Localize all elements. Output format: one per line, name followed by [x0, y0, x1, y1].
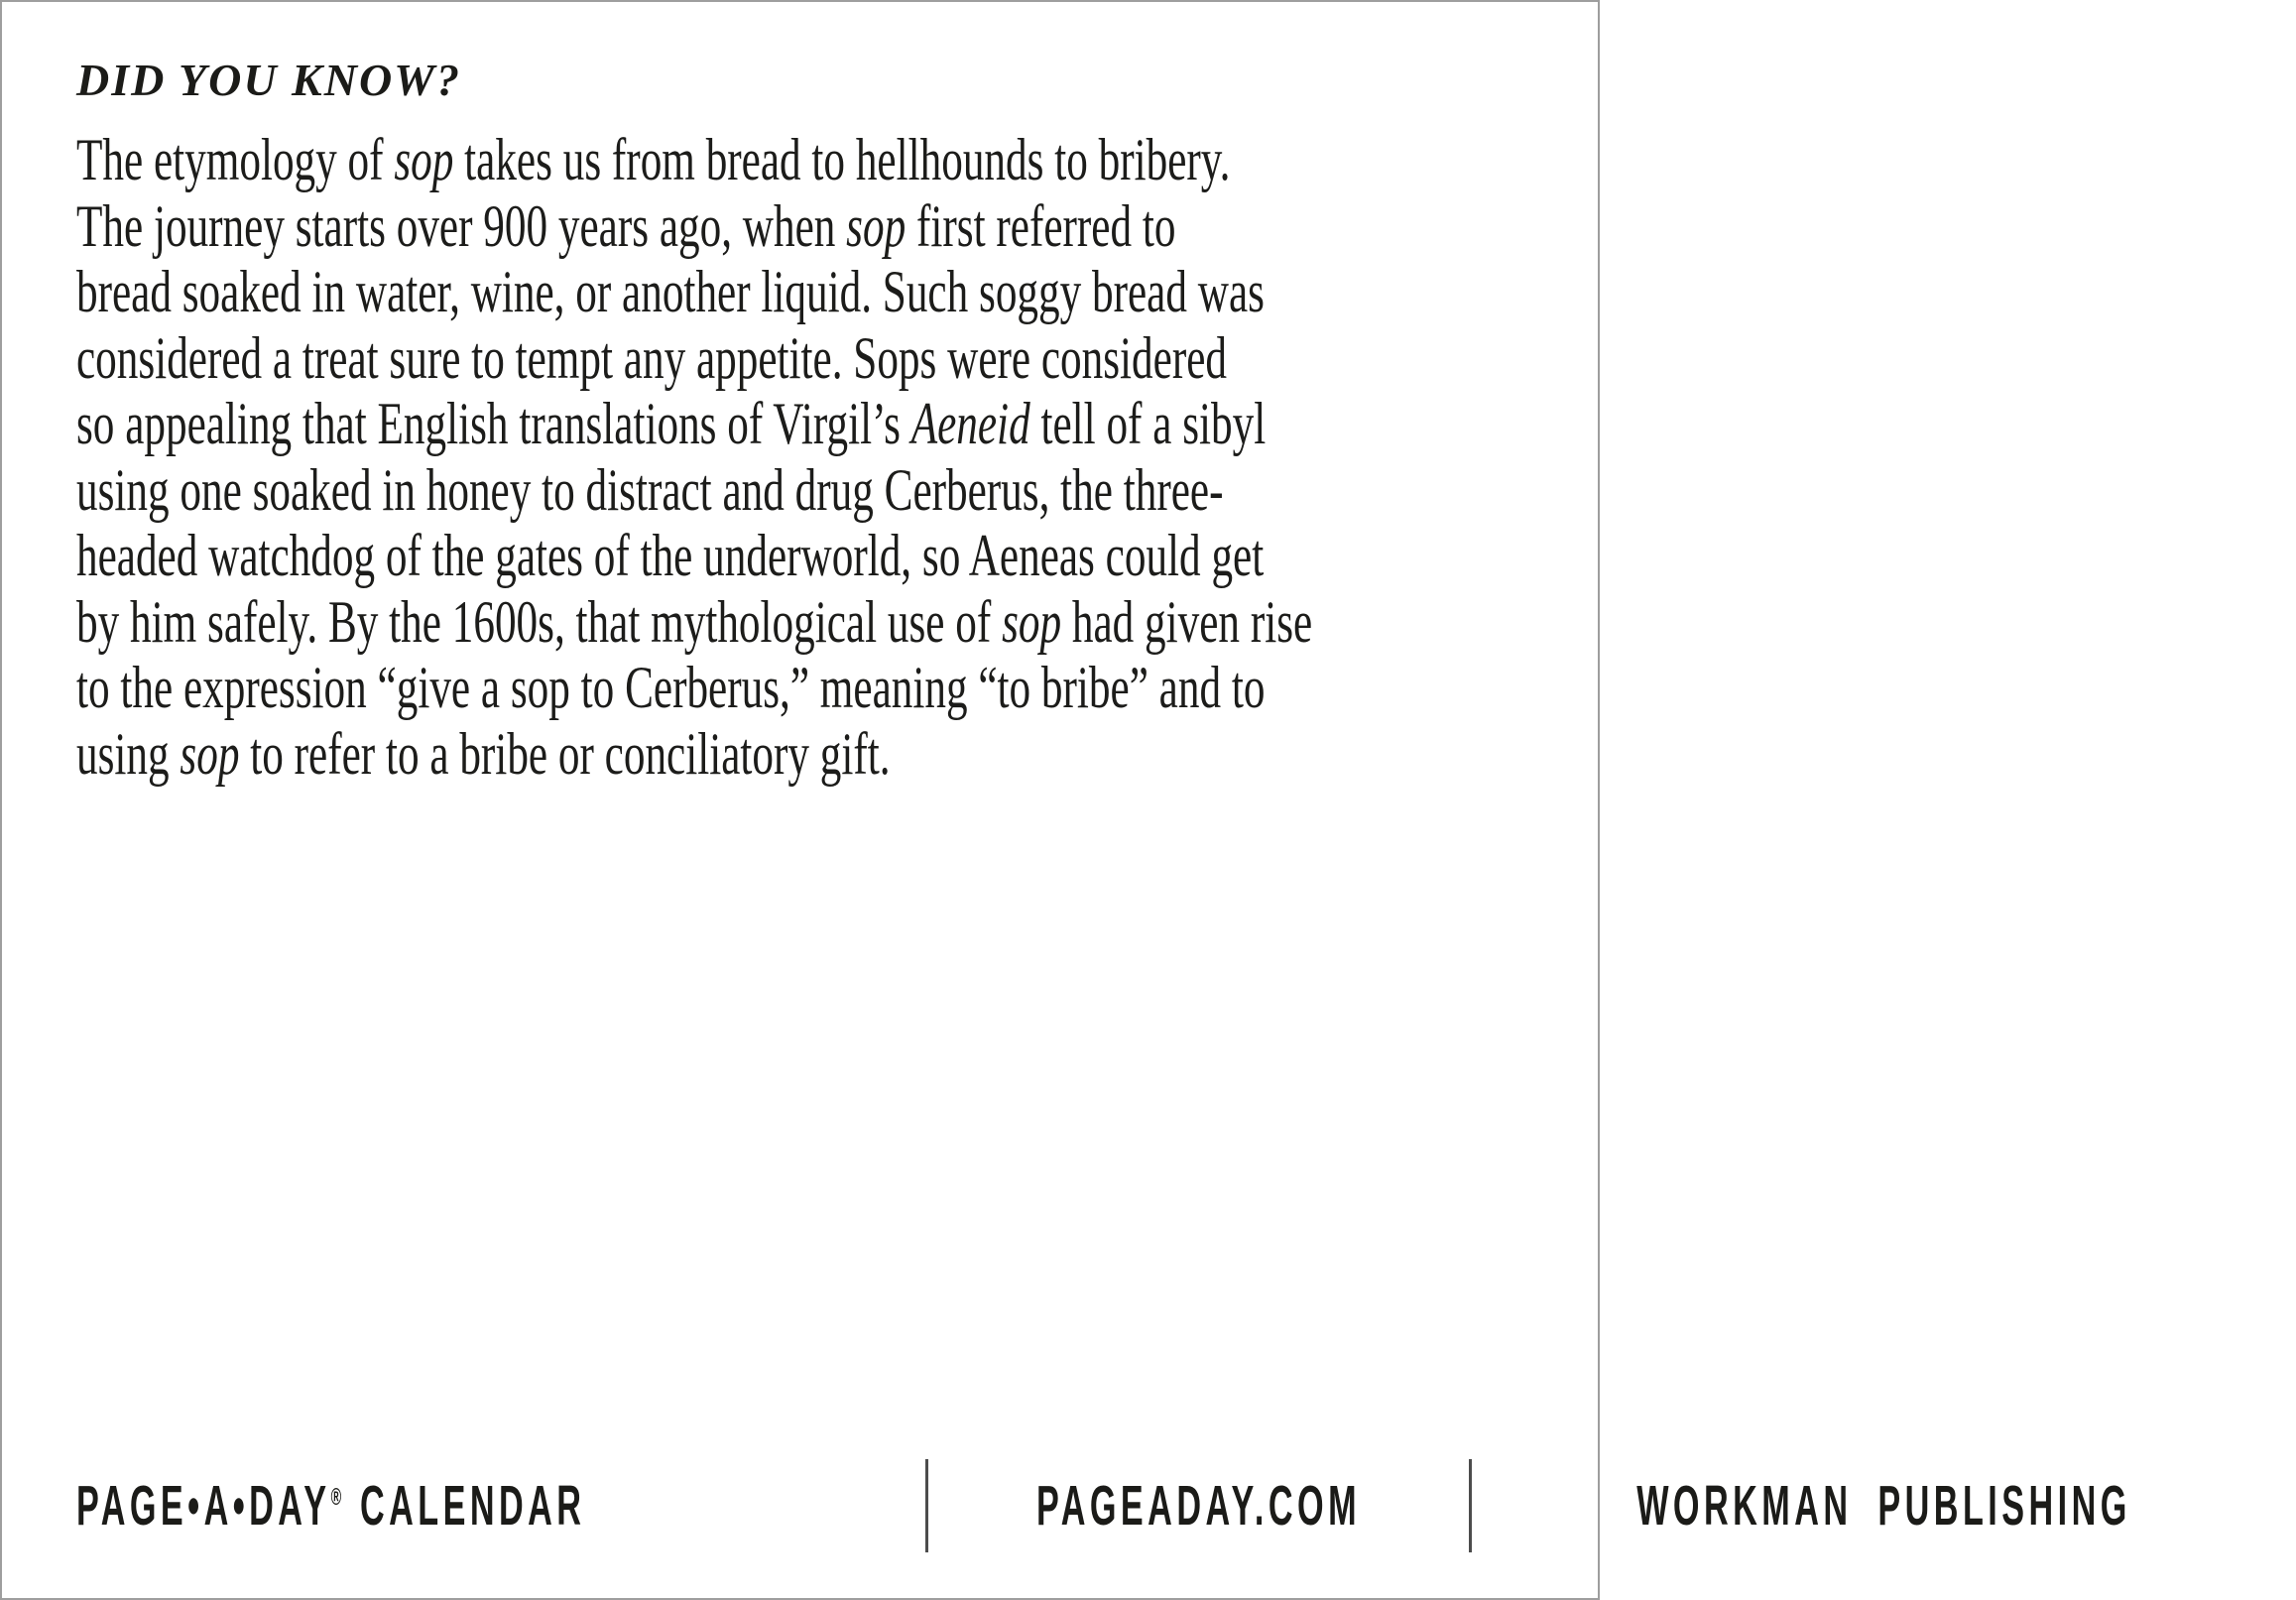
- text-run: had given rise: [1061, 588, 1313, 655]
- footer-publisher-segment: [1472, 1458, 2296, 1553]
- italic-term: sop: [180, 720, 240, 787]
- text-line: [76, 391, 1267, 457]
- page-title: DID YOU KNOW?: [76, 55, 462, 105]
- footer-brand-segment: [76, 1458, 925, 1553]
- footer-site-segment: [928, 1458, 1469, 1553]
- text-line: [76, 192, 1176, 260]
- text-line: [76, 655, 1266, 721]
- brand-name: PAGE•A•DAY: [76, 1474, 331, 1538]
- text-run: headed watchdog of the gates of the underworld, so Aeneas could get: [76, 523, 1265, 588]
- text-run: first referred to: [906, 192, 1176, 259]
- text-run: tell of a sibyl: [1029, 391, 1267, 456]
- italic-term: sop: [1002, 588, 1062, 655]
- text-run: using: [76, 720, 181, 787]
- text-run: to the expression “give a sop to Cerberus,” meaning “to bribe” and to: [76, 655, 1266, 720]
- text-line: [76, 523, 1265, 589]
- text-run: using one soaked in honey to distract and drug Cerberus, the three-: [76, 456, 1224, 523]
- footer: [76, 1458, 2131, 1553]
- footer-publisher: WORKMAN PUBLISHING: [1635, 1474, 2131, 1538]
- text-run: The etymology of: [76, 127, 395, 192]
- brand-suffix: CALENDAR: [359, 1474, 586, 1538]
- article-text: [76, 127, 1598, 787]
- text-run: The journey starts over 900 years ago, when: [76, 192, 847, 259]
- italic-term: Aeneid: [910, 391, 1030, 456]
- text-line: [76, 588, 1313, 656]
- text-run: by him safely. By the 1600s, that mythological use of: [76, 588, 1003, 655]
- text-line: [76, 324, 1227, 392]
- text-line: [76, 721, 1171, 788]
- text-line: [76, 259, 1265, 325]
- text-run: to refer to a bribe or conciliatory gift.: [239, 720, 891, 787]
- text-run: bread soaked in water, wine, or another liquid. Such soggy bread was: [76, 259, 1265, 324]
- italic-term: sop: [394, 127, 454, 192]
- italic-term: sop: [846, 192, 906, 259]
- text-run: takes us from bread to hellhounds to bribery.: [453, 127, 1231, 192]
- text-line: [76, 456, 1224, 524]
- text-run: considered a treat sure to tempt any appetite. Sops were considered: [76, 324, 1227, 391]
- registered-mark: ®: [330, 1484, 342, 1511]
- text-line: [76, 127, 1231, 193]
- text-run: so appealing that English translations of Virgil’s: [76, 391, 911, 456]
- footer-website: PAGEADAY.COM: [1035, 1474, 1361, 1538]
- footer-brand-text: [76, 1473, 585, 1538]
